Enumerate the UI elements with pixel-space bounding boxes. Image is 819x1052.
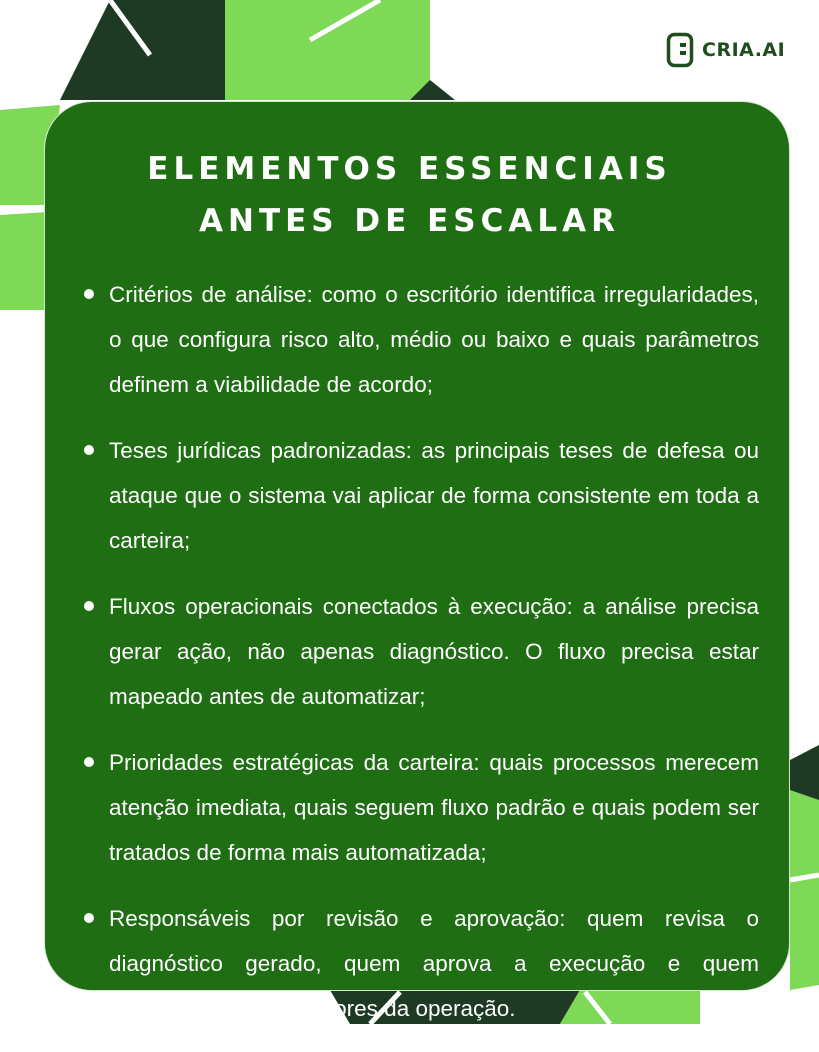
title-line-1: ELEMENTOS ESSENCIAIS bbox=[147, 151, 672, 187]
essentials-list bbox=[84, 272, 759, 1052]
list-item bbox=[84, 584, 759, 719]
list-item bbox=[84, 272, 759, 407]
title-line-2: ANTES DE ESCALAR bbox=[199, 203, 620, 239]
list-item-text: Critérios de análise: como o escritório identifica irregularidades, o que configura risco alto, médio ou baixo e quais parâmetros definem a viabilidade de acordo; bbox=[109, 282, 759, 397]
list-item-text: Fluxos operacionais conectados à execução: a análise precisa gerar ação, não apenas diagnóstico. O fluxo precisa estar mapeado antes de automatizar; bbox=[109, 594, 759, 709]
brand-logo bbox=[666, 32, 785, 68]
list-item bbox=[84, 896, 759, 1031]
dark-shape-top bbox=[60, 0, 225, 100]
bullet-icon bbox=[84, 289, 94, 299]
bullet-icon bbox=[84, 601, 94, 611]
list-item bbox=[84, 428, 759, 563]
list-item-text: Teses jurídicas padronizadas: as principais teses de defesa ou ataque que o sistema vai aplicar de forma consistente em toda a carteira; bbox=[109, 438, 759, 553]
bullet-icon bbox=[84, 913, 94, 923]
brand-name: CRIA.AI bbox=[702, 39, 786, 61]
bullet-icon bbox=[84, 757, 94, 767]
list-item-text: Responsáveis por revisão e aprovação: quem revisa o diagnóstico gerado, quem aprova a execução e quem acompanha os indicadores da operação. bbox=[109, 906, 759, 1021]
bullet-icon bbox=[84, 445, 94, 455]
light-shape-top bbox=[225, 0, 430, 100]
cria-ai-logo-icon bbox=[666, 32, 694, 68]
list-item bbox=[84, 740, 759, 875]
light-shape-right bbox=[790, 790, 819, 990]
page-title bbox=[0, 143, 819, 247]
list-item-text: Prioridades estratégicas da carteira: quais processos merecem atenção imediata, quais seguem fluxo padrão e quais podem ser tratados de forma mais automatizada; bbox=[109, 750, 759, 865]
